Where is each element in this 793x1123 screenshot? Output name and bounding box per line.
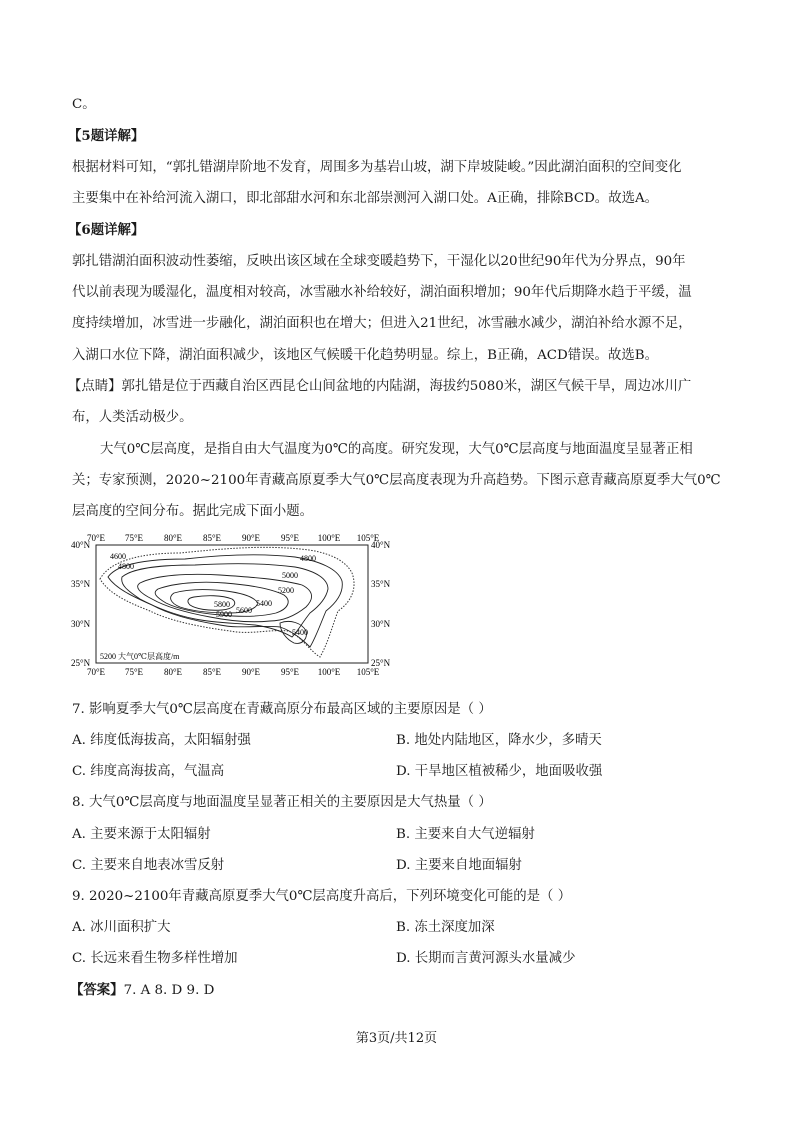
lat-label: 40°N	[71, 540, 91, 550]
question-option[interactable]: D. 干旱地区植被稀少，地面吸收强	[396, 764, 603, 779]
lon-label: 90°E	[241, 667, 261, 677]
contour-label: 5900	[216, 610, 232, 619]
section-heading: 【5题详解】	[68, 128, 145, 144]
lat-label: 30°N	[71, 619, 91, 629]
question-stem: 7. 影响夏季大气0℃层高度在青藏高原分布最高区域的主要原因是（ ）	[72, 702, 492, 717]
contour-map	[70, 531, 400, 681]
section-heading: 【6题详解】	[68, 222, 145, 238]
text-line: 布，人类活动极少。	[72, 410, 193, 425]
lat-label: 35°N	[71, 579, 91, 589]
text-line: 层高度的空间分布。据此完成下面小题。	[72, 504, 314, 519]
contour-label: 5400	[256, 599, 272, 608]
lon-label: 105°E	[356, 533, 380, 543]
contour-label: 5600	[236, 606, 252, 615]
answer-values: 7. A 8. D 9. D	[123, 983, 215, 998]
question-option[interactable]: B. 主要来自大气逆辐射	[396, 827, 535, 842]
lon-label: 95°E	[280, 667, 300, 677]
question-option[interactable]: D. 主要来自地面辐射	[396, 858, 522, 873]
contour-label: 4800	[118, 562, 134, 571]
contour-label: 4600	[110, 552, 126, 561]
text-line: 郭扎错湖泊面积波动性萎缩，反映出该区域在全球变暖趋势下，干湿化以20世纪90年代为分界点，90年	[72, 254, 686, 269]
lat-label: 25°N	[371, 658, 391, 668]
lon-label: 80°E	[163, 533, 183, 543]
lat-label: 25°N	[71, 658, 91, 668]
map-legend: 5200 大气0℃层高度/m	[100, 652, 180, 661]
lon-label: 85°E	[202, 667, 222, 677]
question-option[interactable]: A. 纬度低海拔高，太阳辐射强	[72, 733, 251, 748]
text-line: 度持续增加，冰雪进一步融化，湖泊面积也在增大；但进入21世纪，冰雪融水减少，湖泊补给水源不足，	[72, 316, 692, 331]
text-line: 大气0℃层高度，是指自由大气温度为0℃的高度。研究发现，大气0℃层高度与地面温度呈显著正相	[100, 442, 693, 457]
question-stem: 8. 大气0℃层高度与地面温度呈显著正相关的主要原因是大气热量（ ）	[72, 795, 492, 810]
question-option[interactable]: A. 主要来源于太阳辐射	[72, 827, 211, 842]
question-option[interactable]: A. 冰川面积扩大	[72, 920, 171, 935]
answer-line	[70, 980, 214, 1001]
contour-label: 5400	[292, 628, 308, 637]
question-option[interactable]: C. 主要来自地表冰雪反射	[72, 858, 225, 873]
lat-label: 30°N	[371, 619, 391, 629]
question-option[interactable]: C. 长远来看生物多样性增加	[72, 951, 238, 966]
lon-label: 75°E	[124, 667, 144, 677]
lon-label: 100°E	[317, 533, 341, 543]
contour-label: 5000	[282, 571, 298, 580]
lon-label: 85°E	[202, 533, 222, 543]
text-line: 主要集中在补给河流入湖口，即北部甜水河和东北部崇测河入湖口处。A正确，排除BCD。故选A。	[72, 191, 659, 206]
lon-label: 75°E	[124, 533, 144, 543]
lon-label: 105°E	[356, 667, 380, 677]
page-footer: 第3页/共12页	[355, 1031, 438, 1046]
text-line: 根据材料可知，“郭扎错湖岸阶地不发育，周围多为基岩山坡，湖下岸坡陡峻。”因此湖泊面积的空间变化	[72, 160, 682, 175]
lon-label: 90°E	[241, 533, 261, 543]
lat-label: 40°N	[371, 540, 391, 550]
lon-label: 95°E	[280, 533, 300, 543]
contour-label: 5800	[214, 600, 230, 609]
text-line: C。	[72, 97, 96, 112]
question-option[interactable]: D. 长期而言黄河源头水量减少	[396, 951, 576, 966]
lon-label: 100°E	[317, 667, 341, 677]
lat-label: 35°N	[371, 579, 391, 589]
question-option[interactable]: C. 纬度高海拔高，气温高	[72, 764, 225, 779]
text-line: 【点睛】郭扎错是位于西藏自治区西昆仑山间盆地的内陆湖，海拔约5080米，湖区气候干旱，周边冰川广	[68, 379, 692, 394]
lon-label: 80°E	[163, 667, 183, 677]
contour-label: 5200	[278, 586, 294, 595]
text-line: 代以前表现为暖湿化，温度相对较高，冰雪融水补给较好，湖泊面积增加；90年代后期降水趋于平缓，温	[72, 285, 692, 300]
question-option[interactable]: B. 地处内陆地区，降水少，多晴天	[396, 733, 602, 748]
text-line: 入湖口水位下降，湖泊面积减少，该地区气候暖干化趋势明显。综上，B正确，ACD错误。故选B。	[72, 348, 658, 363]
answer-label: 【答案】	[70, 982, 124, 998]
contour-label: 4800	[300, 554, 316, 563]
question-stem: 9. 2020~2100年青藏高原夏季大气0℃层高度升高后，下列环境变化可能的是（ ）	[72, 889, 572, 904]
text-line: 关；专家预测，2020~2100年青藏高原夏季大气0℃层高度表现为升高趋势。下图示意青藏高原夏季大气0℃	[72, 473, 721, 488]
lon-label: 70°E	[86, 667, 106, 677]
question-option[interactable]: B. 冻土深度加深	[396, 920, 495, 935]
lon-label: 70°E	[86, 533, 106, 543]
